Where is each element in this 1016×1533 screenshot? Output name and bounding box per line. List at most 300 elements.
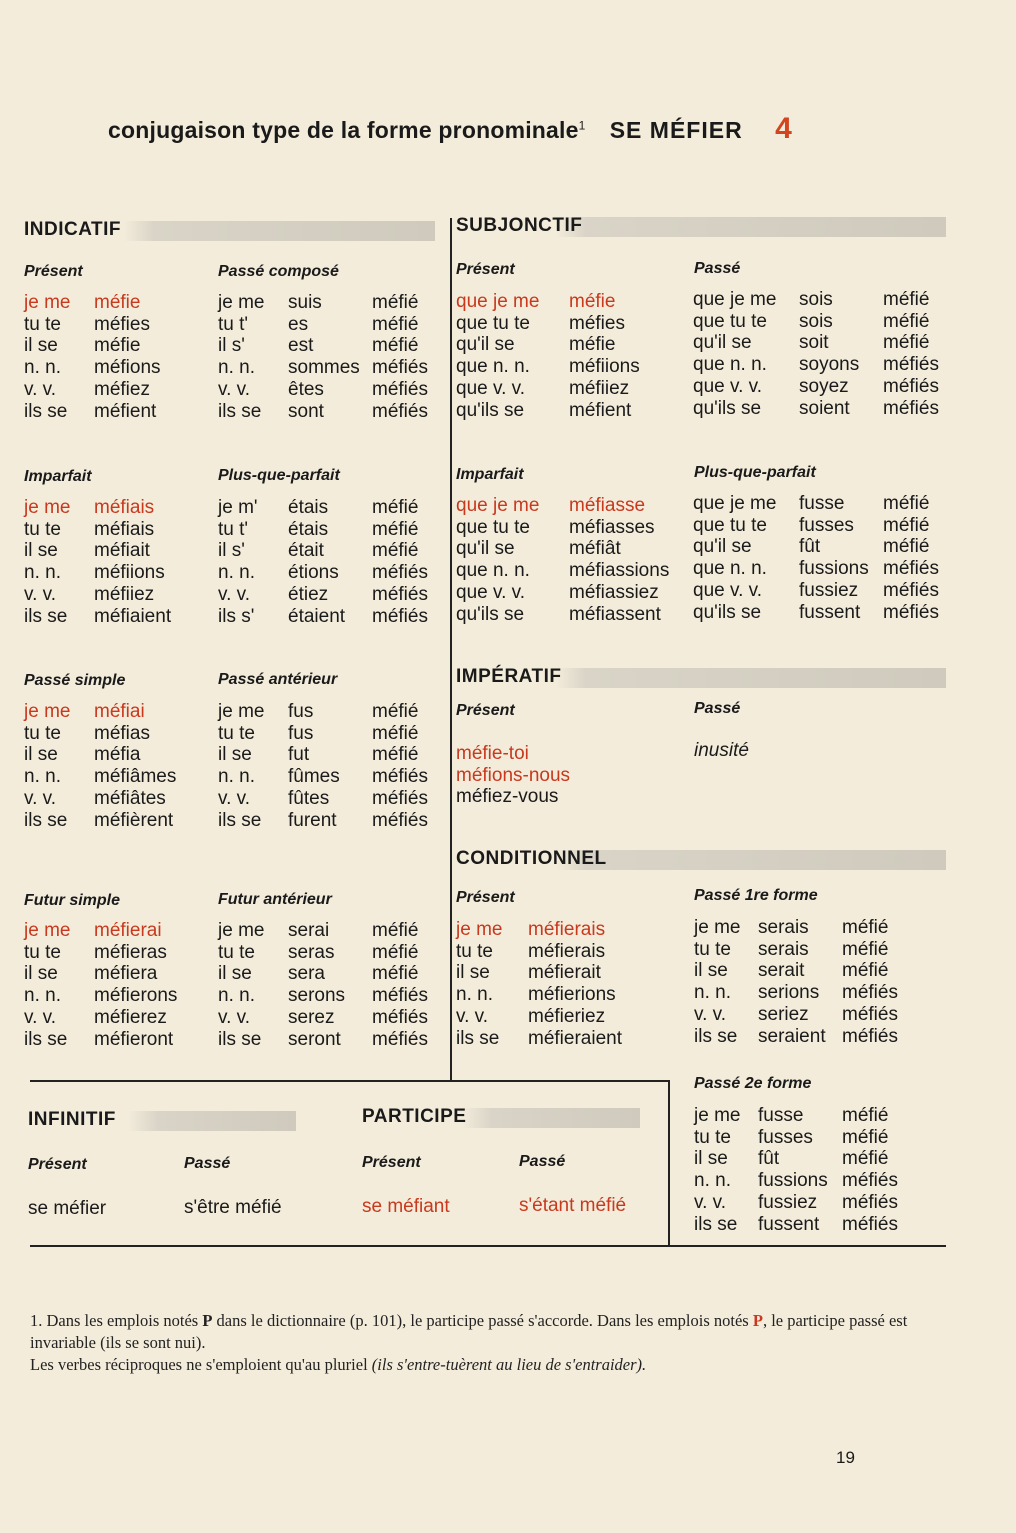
pronoun-cell: qu'il se (693, 536, 752, 558)
auxiliary-cell: seras (288, 941, 335, 963)
pronoun-cell: il se (24, 335, 58, 357)
pronoun-cell: je me (218, 920, 265, 941)
verb-cell: méfiés (372, 562, 428, 584)
pronoun-cell: tu t' (218, 313, 249, 335)
conjugation-row (694, 960, 898, 982)
subjonctif-heading: SUBJONCTIF (456, 217, 946, 237)
auxiliary-cell: fussions (799, 558, 869, 580)
infinitif-passe-value: s'être méfié (184, 1197, 282, 1218)
auxiliary-cell: serais (758, 938, 809, 960)
pronoun-cell: que je me (693, 493, 777, 514)
auxiliary-cell: soit (799, 332, 829, 354)
pronoun-cell: que v. v. (693, 375, 762, 397)
verb-cell: méfiés (883, 601, 939, 623)
verb-cell: méfié (372, 941, 419, 963)
pronoun-cell: ils se (24, 400, 68, 422)
verb-cell: méfiés (372, 766, 428, 788)
verb-cell: méfie (94, 335, 141, 357)
conjugation-row (218, 497, 428, 519)
pronoun-cell: tu te (694, 938, 731, 960)
verb-cell: méfiions (569, 356, 640, 378)
conjugation-row (218, 963, 428, 985)
verb-cell: méfie (569, 291, 616, 312)
conjugation-row (218, 788, 428, 810)
verb-cell: méfias (94, 722, 150, 744)
verb-cell: méfiâmes (94, 766, 177, 788)
verb-cell: méfiés (372, 1028, 428, 1050)
verb-cell: méfiassions (569, 560, 670, 582)
verb-cell: méfié (883, 514, 930, 536)
conditionnel-passe1-table (694, 917, 898, 1047)
pronoun-cell: il se (24, 963, 58, 985)
tense-label: Passé antérieur (218, 671, 338, 688)
pronoun-cell: n. n. (218, 562, 255, 584)
auxiliary-cell: fusses (758, 1126, 813, 1148)
auxiliary-cell: seriez (758, 1003, 809, 1025)
verb-cell: méfieras (94, 941, 167, 963)
verb-cell: méfierons (94, 985, 178, 1007)
conjugation-row (218, 379, 428, 401)
conjugation-row (456, 538, 669, 560)
auxiliary-cell: fut (288, 744, 310, 766)
auxiliary-cell: fussent (758, 1213, 820, 1235)
pronoun-cell: il se (694, 960, 728, 982)
verb-cell: méfié (842, 1126, 889, 1148)
conjugation-row (218, 357, 428, 379)
auxiliary-cell: étions (288, 562, 339, 584)
indicatif-futur-anterieur-table (218, 920, 428, 1050)
tense-label: Passé simple (24, 672, 126, 689)
imperatif-form: méfiez-vous (456, 786, 559, 808)
indicatif-imparfait-table (24, 497, 171, 627)
pronoun-cell: qu'il se (456, 334, 515, 356)
verb-cell: méfiera (94, 963, 158, 985)
verb-cell: méfiés (883, 579, 939, 601)
pronoun-cell: que v. v. (693, 579, 762, 601)
infinitif-present-value: se méfier (28, 1198, 107, 1219)
subjonctif-plus-que-parfait-table (693, 493, 939, 623)
tense-label: Futur antérieur (218, 891, 332, 908)
auxiliary-cell: fussiez (758, 1191, 818, 1213)
pronoun-cell: tu te (24, 518, 61, 540)
conjugation-row (456, 582, 669, 604)
verb-cell: méfié (842, 1105, 889, 1126)
pronoun-cell: ils se (218, 1028, 262, 1050)
pronoun-cell: je me (218, 701, 265, 722)
conjugation-row (693, 398, 939, 420)
verb-cell: méfié (372, 497, 419, 518)
auxiliary-cell: fusse (799, 493, 845, 514)
verb-cell: méfiiez (569, 377, 630, 399)
conjugation-row (456, 356, 640, 378)
auxiliary-cell: fus (288, 722, 314, 744)
subjonctif-imparfait-table (456, 495, 669, 625)
verb-cell: méfiés (372, 787, 428, 809)
verb-cell: méfié (372, 744, 419, 766)
pronoun-cell: qu'ils se (693, 601, 762, 623)
conjugation-row (456, 517, 669, 539)
auxiliary-cell: fûmes (288, 766, 340, 788)
conjugation-row (24, 562, 171, 584)
verb-cell: méfierions (528, 984, 616, 1006)
footnote-marker: 1 (578, 118, 586, 133)
pronoun-cell: que n. n. (456, 356, 530, 378)
subjonctif-passe-table (693, 289, 939, 419)
conjugation-row (218, 810, 428, 832)
pronoun-cell: tu te (218, 941, 255, 963)
conjugation-row (24, 788, 176, 810)
footnote (30, 1310, 930, 1376)
conjugation-row (694, 1026, 898, 1048)
conditionnel-passe2-table (694, 1105, 898, 1235)
pronoun-cell: que n. n. (693, 558, 767, 580)
indicatif-futur-simple-table (24, 920, 177, 1050)
verb-cell: méfie (569, 334, 616, 356)
infinitif-heading: INFINITIF (28, 1111, 296, 1131)
verb-cell: méfiés (372, 378, 428, 400)
auxiliary-cell: fussiez (799, 579, 859, 601)
pronoun-cell: il se (694, 1148, 728, 1170)
pronoun-cell: que n. n. (456, 560, 530, 582)
conjugation-row (24, 357, 161, 379)
pronoun-cell: v. v. (218, 583, 251, 605)
divider-bottom (30, 1245, 946, 1247)
auxiliary-cell: étais (288, 518, 329, 540)
conjugation-row (24, 335, 161, 357)
auxiliary-cell: sommes (288, 357, 360, 379)
conjugation-row (693, 536, 939, 558)
conjugation-row (694, 1214, 898, 1236)
pronoun-cell: v. v. (24, 378, 57, 400)
pronoun-cell: tu te (218, 722, 255, 744)
indicatif-passe-anterieur-table (218, 701, 428, 831)
pronoun-cell: n. n. (218, 766, 255, 788)
auxiliary-cell: serez (288, 1006, 335, 1028)
conjugation-row (456, 334, 640, 356)
verb-cell: méfié (842, 938, 889, 960)
tense-label: Futur simple (24, 892, 121, 909)
pronoun-cell: ils se (218, 809, 262, 831)
conjugation-row (693, 332, 939, 354)
verb-cell: méfiai (94, 701, 145, 722)
conjugation-row (218, 701, 428, 723)
verb-cell: méfierez (94, 1006, 167, 1028)
pronoun-cell: ils se (24, 809, 68, 831)
conjugation-row (456, 1006, 622, 1028)
conjugation-row (218, 519, 428, 541)
pronoun-cell: il s' (218, 335, 245, 357)
footnote-line-1: 1. Dans les emplois notés P dans le dictionnaire (p. 101), le participe passé s'accorde. Dans les emplois notés P, le participe passé est invariable (ils se sont nui). (30, 1311, 908, 1352)
title-number: 4 (775, 112, 792, 145)
pronoun-cell: tu te (456, 940, 493, 962)
conditionnel-present-table (456, 919, 622, 1049)
auxiliary-cell: soyez (799, 375, 849, 397)
auxiliary-cell: fusse (758, 1105, 804, 1126)
conjugation-row (693, 354, 939, 376)
conjugation-row (456, 560, 669, 582)
verb-cell: méfié (372, 313, 419, 335)
verb-cell: méfié (372, 335, 419, 357)
pronoun-cell: n. n. (218, 985, 255, 1007)
pronoun-cell: je me (218, 292, 265, 313)
tense-label: Passé composé (218, 263, 339, 280)
verb-cell: méfié (883, 536, 930, 558)
auxiliary-cell: étais (288, 497, 329, 518)
verb-cell: méfiés (372, 809, 428, 831)
pronoun-cell: je me (24, 920, 71, 941)
pronoun-cell: que je me (456, 291, 540, 312)
conjugation-row (693, 493, 939, 515)
pronoun-cell: v. v. (218, 1006, 251, 1028)
pronoun-cell: ils se (456, 1027, 500, 1049)
conjugation-row (456, 400, 640, 422)
tense-label: Présent (456, 702, 515, 719)
conjugation-row (693, 558, 939, 580)
conjugation-row (24, 519, 171, 541)
auxiliary-cell: êtes (288, 378, 324, 400)
verb-cell: méfiés (842, 1213, 898, 1235)
conjugation-row (693, 580, 939, 602)
pronoun-cell: ils se (218, 400, 262, 422)
conjugation-row (24, 920, 177, 942)
conjugation-row (218, 744, 428, 766)
verb-cell: méfierais (528, 919, 606, 940)
pronoun-cell: ils s' (218, 605, 255, 627)
conjugation-row (218, 942, 428, 964)
verb-cell: méfierai (94, 920, 162, 941)
footnote-line-2: Les verbes réciproques ne s'emploient qu'au pluriel (ils s'entre-tuèrent au lieu de s'entraider). (30, 1355, 647, 1374)
verb-cell: méfié (842, 1148, 889, 1170)
auxiliary-cell: seraient (758, 1025, 826, 1047)
indicatif-present-table (24, 292, 161, 422)
verb-cell: méfié (372, 540, 419, 562)
pronoun-cell: ils se (24, 1028, 68, 1050)
conjugation-row (694, 1127, 898, 1149)
verb-cell: méfiés (842, 1025, 898, 1047)
conjugation-row (218, 723, 428, 745)
conjugation-row (218, 584, 428, 606)
auxiliary-cell: fût (758, 1148, 780, 1170)
conjugation-row (456, 962, 622, 984)
pronoun-cell: que n. n. (693, 354, 767, 376)
pronoun-cell: qu'il se (456, 538, 515, 560)
participe-heading: PARTICIPE (362, 1108, 640, 1128)
pronoun-cell: tu te (24, 941, 61, 963)
page-number: 19 (836, 1448, 855, 1467)
verb-cell: méfiés (883, 558, 939, 580)
conjugation-row (24, 723, 176, 745)
conjugation-row (218, 1029, 428, 1051)
pronoun-cell: v. v. (694, 1003, 727, 1025)
auxiliary-cell: soient (799, 397, 850, 419)
pronoun-cell: je me (694, 917, 741, 938)
conjugation-row (24, 1029, 177, 1051)
auxiliary-cell: fus (288, 701, 314, 722)
auxiliary-cell: seront (288, 1028, 341, 1050)
divider-infinitif-top (30, 1080, 670, 1082)
participe-present-value: se méfiant (362, 1196, 450, 1217)
auxiliary-cell: sois (799, 289, 833, 310)
conjugation-row (694, 982, 898, 1004)
verb-cell: méfiasse (569, 495, 646, 516)
verb-cell: méfié (372, 701, 419, 722)
verb-cell: méfié (842, 960, 889, 982)
verb-cell: méfié (883, 310, 930, 332)
pronoun-cell: que je me (693, 289, 777, 310)
pronoun-cell: v. v. (24, 583, 57, 605)
verb-cell: méfiâtes (94, 787, 166, 809)
tense-label: Passé 1re forme (694, 887, 818, 904)
auxiliary-cell: serions (758, 982, 820, 1004)
indicatif-plus-que-parfait-table (218, 497, 428, 627)
verb-cell: méfiasses (569, 516, 655, 538)
verb-cell: méfiés (372, 1006, 428, 1028)
tense-label: Imparfait (456, 466, 524, 483)
tense-label: Plus-que-parfait (218, 467, 340, 484)
conjugation-row (24, 963, 177, 985)
verb-cell: méfieraient (528, 1027, 622, 1049)
pronoun-cell: n. n. (218, 357, 255, 379)
conjugation-row (24, 766, 176, 788)
auxiliary-cell: étiez (288, 583, 329, 605)
conjugation-row (456, 313, 640, 335)
auxiliary-cell: sont (288, 400, 324, 422)
tense-label: Présent (24, 263, 83, 280)
pronoun-cell: tu te (694, 1126, 731, 1148)
conjugation-row (693, 289, 939, 311)
auxiliary-cell: fussent (799, 601, 861, 623)
verb-cell: méfiiez (94, 583, 155, 605)
conjugation-row (694, 1192, 898, 1214)
pronoun-cell: qu'ils se (456, 603, 525, 625)
imperatif-heading: IMPÉRATIF (456, 668, 946, 688)
tense-label: Présent (456, 261, 515, 278)
auxiliary-cell: furent (288, 809, 337, 831)
pronoun-cell: il se (218, 744, 252, 766)
tense-label: Passé (519, 1153, 566, 1170)
verb-cell: méfiés (883, 397, 939, 419)
tense-label: Passé (694, 260, 741, 277)
verb-cell: méfié (883, 332, 930, 354)
conjugation-row (456, 604, 669, 626)
conjugation-row (218, 335, 428, 357)
pronoun-cell: v. v. (218, 787, 251, 809)
verb-cell: méfiez (94, 378, 150, 400)
conjugation-row (693, 602, 939, 624)
pronoun-cell: ils se (694, 1025, 738, 1047)
conjugation-row (693, 311, 939, 333)
pronoun-cell: je me (24, 497, 71, 518)
tense-label: Présent (362, 1154, 421, 1171)
indicatif-passe-compose-table (218, 292, 428, 422)
conjugation-row (456, 378, 640, 400)
conjugation-row (218, 1007, 428, 1029)
pronoun-cell: que v. v. (456, 581, 525, 603)
pronoun-cell: je me (24, 292, 71, 313)
tense-label: Présent (28, 1156, 87, 1173)
tense-label: Imparfait (24, 468, 92, 485)
pronoun-cell: qu'ils se (456, 399, 525, 421)
conjugation-row (24, 401, 161, 423)
auxiliary-cell: fussions (758, 1170, 828, 1192)
verb-cell: méfiés (842, 1191, 898, 1213)
auxiliary-cell: sois (799, 310, 833, 332)
verb-cell: méfiés (372, 400, 428, 422)
conjugation-row (218, 314, 428, 336)
divider-participe-right (668, 1080, 670, 1246)
verb-cell: méfions (94, 357, 161, 379)
pronoun-cell: v. v. (24, 1006, 57, 1028)
tense-label: Présent (456, 889, 515, 906)
pronoun-cell: que tu te (693, 310, 767, 332)
imperatif-present-list (456, 743, 570, 808)
pronoun-cell: n. n. (24, 357, 61, 379)
title-verb: SE MÉFIER (609, 117, 743, 143)
subjonctif-present-table (456, 291, 640, 421)
verb-cell: méfiât (569, 538, 621, 560)
verb-cell: méfient (94, 400, 157, 422)
verb-cell: méfiait (94, 540, 150, 562)
conjugation-row (218, 540, 428, 562)
conjugation-row (456, 919, 622, 941)
pronoun-cell: que tu te (456, 312, 530, 334)
verb-cell: méfié (883, 493, 930, 514)
conjugation-row (693, 515, 939, 537)
pronoun-cell: que v. v. (456, 377, 525, 399)
verb-cell: méfièrent (94, 809, 174, 831)
verb-cell: méfiés (842, 1003, 898, 1025)
verb-cell: méfieriez (528, 1005, 606, 1027)
verb-cell: méfiés (883, 354, 939, 376)
pronoun-cell: n. n. (456, 984, 493, 1006)
conjugation-row (218, 766, 428, 788)
pronoun-cell: je me (24, 701, 71, 722)
verb-cell: méfiés (842, 1170, 898, 1192)
auxiliary-cell: serait (758, 960, 805, 982)
pronoun-cell: n. n. (24, 766, 61, 788)
conjugation-row (694, 1148, 898, 1170)
tense-label: Plus-que-parfait (694, 464, 816, 481)
column-divider (450, 218, 452, 1080)
pronoun-cell: v. v. (456, 1005, 489, 1027)
pronoun-cell: tu te (24, 722, 61, 744)
conjugation-row (218, 920, 428, 942)
imperatif-passe-value: inusité (694, 740, 749, 761)
pronoun-cell: n. n. (694, 982, 731, 1004)
verb-cell: méfient (569, 399, 632, 421)
conjugation-row (218, 606, 428, 628)
pronoun-cell: n. n. (24, 562, 61, 584)
verb-cell: méfiassiez (569, 581, 659, 603)
conjugation-row (694, 1004, 898, 1026)
conjugation-row (694, 939, 898, 961)
pronoun-cell: n. n. (694, 1170, 731, 1192)
title-main: conjugaison type de la forme pronominale (108, 117, 579, 143)
verb-cell: méfiés (372, 357, 428, 379)
auxiliary-cell: est (288, 335, 314, 357)
verb-cell: méfié (372, 292, 419, 313)
pronoun-cell: tu t' (218, 518, 249, 540)
auxiliary-cell: était (288, 540, 324, 562)
auxiliary-cell: sera (288, 963, 325, 985)
pronoun-cell: je me (456, 919, 503, 940)
conjugation-row (24, 744, 176, 766)
conjugation-row (24, 810, 176, 832)
conjugation-row (694, 1105, 898, 1127)
verb-cell: méfie (94, 292, 141, 313)
verb-cell: méfiions (94, 562, 165, 584)
tense-label: Passé (694, 700, 741, 717)
